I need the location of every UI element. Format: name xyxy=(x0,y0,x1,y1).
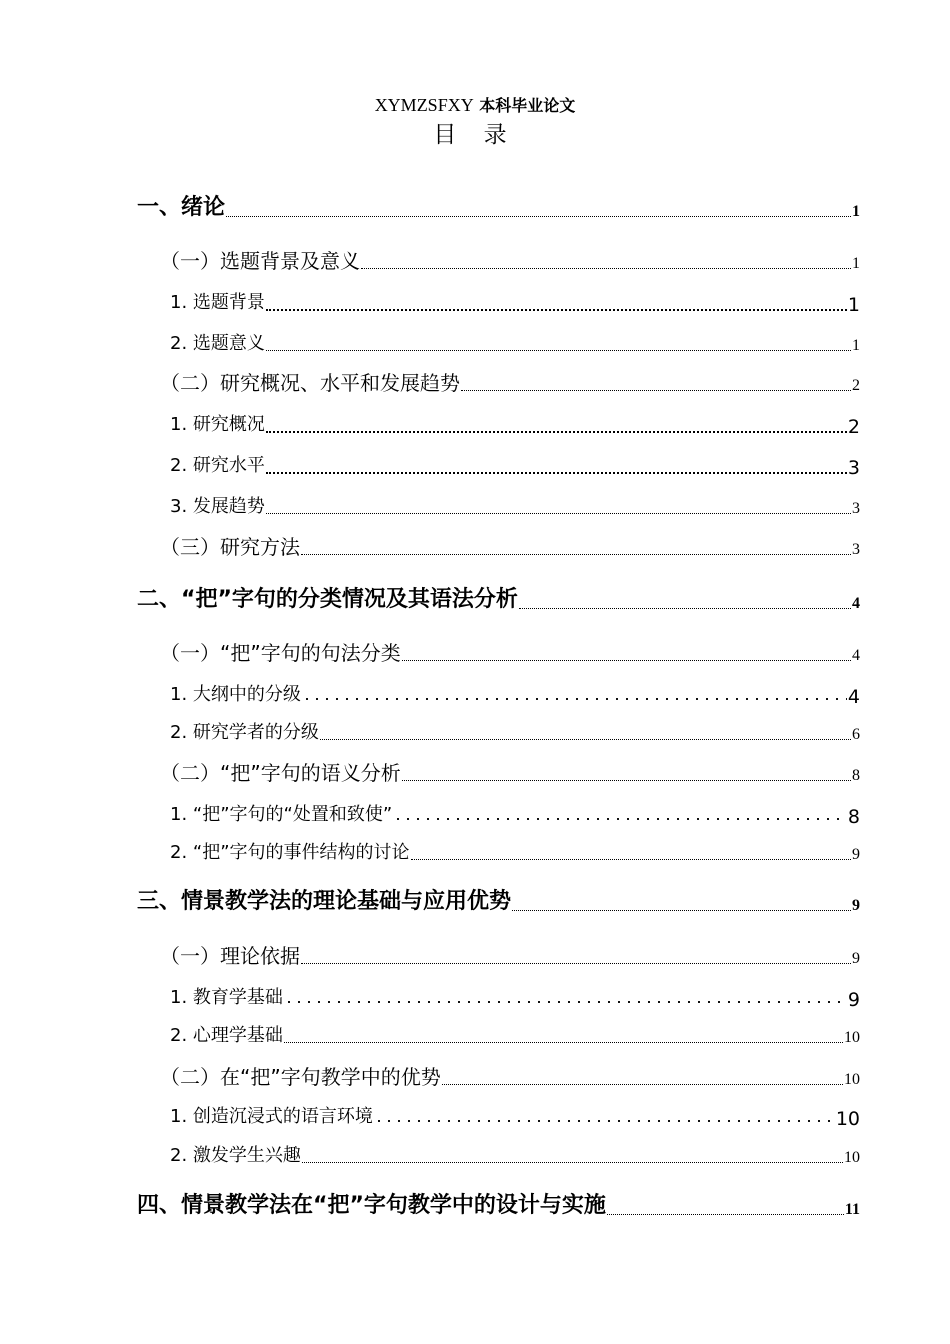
toc-page-number: 1 xyxy=(852,337,860,354)
page-header xyxy=(0,94,950,117)
dot-leader xyxy=(266,350,851,351)
toc-page-number: 2 xyxy=(852,377,860,394)
toc-subsection-entry[interactable] xyxy=(0,1018,950,1048)
toc-page-number: 4 xyxy=(852,595,860,612)
toc-section-entry[interactable] xyxy=(0,244,950,274)
dot-leader xyxy=(393,816,847,822)
toc-page-number: 10 xyxy=(835,1108,860,1130)
toc-page-number: 10 xyxy=(844,1029,860,1046)
dot-leader xyxy=(402,660,851,661)
dot-leader xyxy=(519,608,851,609)
dot-leader xyxy=(266,513,851,514)
toc-page-number: 9 xyxy=(852,950,860,967)
toc-chapter-entry[interactable] xyxy=(0,192,950,222)
dot-leader xyxy=(266,472,847,474)
toc-page-number: 4 xyxy=(852,647,860,664)
toc-page-number: 3 xyxy=(847,457,860,479)
toc-entry-label: （二）“把”字句的语义分析 xyxy=(160,761,401,785)
toc-page-number: 1 xyxy=(852,203,860,220)
toc-entry-label: 1. 研究概况 xyxy=(170,414,265,435)
toc-entry-label: 一、绪论 xyxy=(137,195,226,220)
dot-leader xyxy=(411,859,851,860)
dot-leader xyxy=(402,780,851,781)
toc-subsection-entry[interactable] xyxy=(0,489,950,519)
toc-subsection-entry[interactable] xyxy=(0,677,950,707)
toc-page-number: 3 xyxy=(852,541,860,558)
header-school-code: XYMZSFXY xyxy=(374,95,474,115)
toc-page-number: 10 xyxy=(844,1071,860,1088)
dot-leader xyxy=(301,963,851,964)
toc-page-number: 1 xyxy=(852,255,860,272)
toc-section-entry[interactable] xyxy=(0,939,950,969)
toc-entry-label: 1. 大纲中的分级 xyxy=(170,684,301,705)
toc-entry-label: 2. 研究水平 xyxy=(170,455,265,476)
toc-entry-label: 3. 发展趋势 xyxy=(170,496,265,517)
toc-entry-label: 1. 选题背景 xyxy=(170,292,265,313)
toc-entry-label: 1. 教育学基础 xyxy=(170,987,283,1008)
toc-subsection-entry[interactable] xyxy=(0,835,950,865)
dot-leader xyxy=(284,999,847,1005)
dot-leader xyxy=(302,696,847,702)
dot-leader xyxy=(301,554,851,555)
toc-entry-label: 2. 心理学基础 xyxy=(170,1025,283,1046)
toc-section-entry[interactable] xyxy=(0,366,950,396)
toc-page-number: 1 xyxy=(847,294,860,316)
toc-subsection-entry[interactable] xyxy=(0,1138,950,1168)
dot-leader xyxy=(442,1084,843,1085)
toc-chapter-entry[interactable] xyxy=(0,886,950,916)
toc-entry-label: （一）选题背景及意义 xyxy=(160,249,360,273)
toc-subsection-entry[interactable] xyxy=(0,715,950,745)
toc-subsection-entry[interactable] xyxy=(0,326,950,356)
toc-entry-label: （一）理论依据 xyxy=(160,944,300,968)
toc-page-number: 8 xyxy=(847,806,860,828)
toc-entry-label: 二、“把”字句的分类情况及其语法分析 xyxy=(137,587,518,612)
toc-entry-label: 1. 创造沉浸式的语言环境 xyxy=(170,1106,373,1127)
toc-title: 目 录 xyxy=(433,122,517,148)
toc-page-number: 10 xyxy=(844,1149,860,1166)
toc-subsection-entry[interactable] xyxy=(0,448,950,478)
header-thesis-label: 本科毕业论文 xyxy=(473,96,576,115)
toc-subsection-entry[interactable] xyxy=(0,285,950,315)
toc-entry-label: （二）在“把”字句教学中的优势 xyxy=(160,1065,441,1089)
toc-section-entry[interactable] xyxy=(0,530,950,560)
dot-leader xyxy=(607,1214,844,1215)
dot-leader xyxy=(512,910,851,911)
toc-chapter-entry[interactable] xyxy=(0,584,950,614)
toc-subsection-entry[interactable] xyxy=(0,1099,950,1129)
toc-subsection-entry[interactable] xyxy=(0,407,950,437)
toc-entry-label: 2. 选题意义 xyxy=(170,333,265,354)
toc-page-number: 6 xyxy=(852,726,860,743)
toc-page-number: 9 xyxy=(847,989,860,1011)
toc-entry-label: 四、情景教学法在“把”字句教学中的设计与实施 xyxy=(137,1193,606,1218)
toc-entry-label: 2. 激发学生兴趣 xyxy=(170,1145,301,1166)
toc-chapter-entry[interactable] xyxy=(0,1190,950,1220)
dot-leader xyxy=(320,739,851,740)
toc-page-number: 9 xyxy=(852,846,860,863)
dot-leader xyxy=(266,431,847,433)
toc-page-number: 9 xyxy=(852,897,860,914)
toc-section-entry[interactable] xyxy=(0,756,950,786)
toc-entry-label: （三）研究方法 xyxy=(160,535,300,559)
toc-page-number: 4 xyxy=(847,686,860,708)
toc-page-number: 3 xyxy=(852,500,860,517)
toc-subsection-entry[interactable] xyxy=(0,980,950,1010)
dot-leader xyxy=(361,268,851,269)
toc-entry-label: 三、情景教学法的理论基础与应用优势 xyxy=(137,889,512,914)
dot-leader xyxy=(266,309,847,311)
dot-leader xyxy=(226,216,851,217)
toc-entry-label: 1. “把”字句的“处置和致使” xyxy=(170,804,393,825)
toc-entry-label: 2. “把”字句的事件结构的讨论 xyxy=(170,842,410,863)
toc-page-number: 2 xyxy=(847,416,860,438)
toc-entry-label: （二）研究概况、水平和发展趋势 xyxy=(160,371,460,395)
dot-leader xyxy=(302,1162,843,1163)
toc-page-number: 8 xyxy=(852,767,860,784)
toc-section-entry[interactable] xyxy=(0,636,950,666)
toc-entry-label: （一）“把”字句的句法分类 xyxy=(160,641,401,665)
dot-leader xyxy=(374,1118,835,1124)
toc-page-number: 11 xyxy=(844,1201,860,1218)
toc-subsection-entry[interactable] xyxy=(0,797,950,827)
dot-leader xyxy=(284,1042,843,1043)
toc-section-entry[interactable] xyxy=(0,1060,950,1090)
toc-entry-label: 2. 研究学者的分级 xyxy=(170,722,319,743)
dot-leader xyxy=(461,390,851,391)
